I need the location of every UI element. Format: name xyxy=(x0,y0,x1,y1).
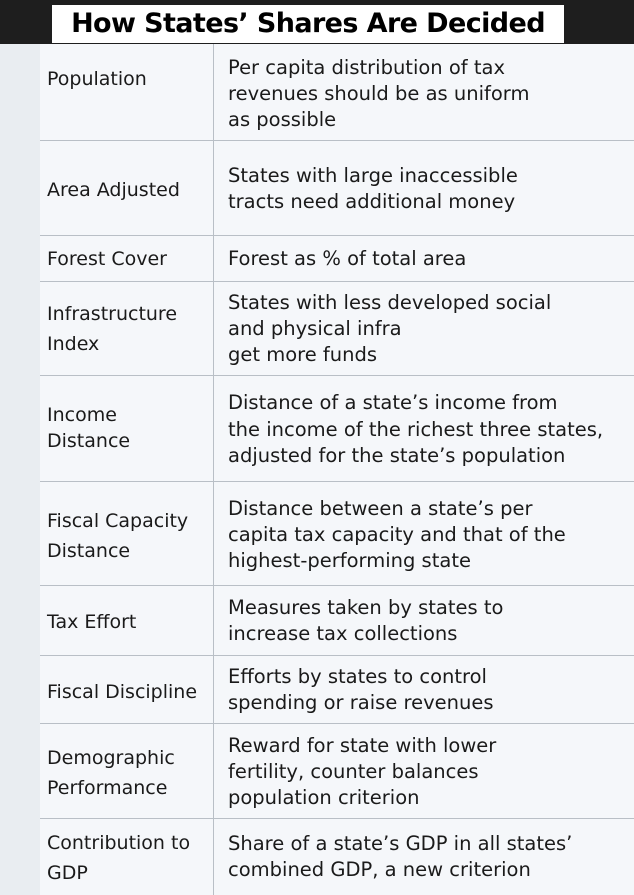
criterion-label: Infrastructure Index xyxy=(47,303,178,355)
criterion-label: Demographic Performance xyxy=(47,747,175,799)
criterion-label: Contribution to GDP xyxy=(47,832,191,884)
criterion-label: Population xyxy=(47,68,147,90)
page-title: How States’ Shares Are Decided xyxy=(52,5,564,43)
row-divider xyxy=(40,481,634,482)
row-divider xyxy=(40,140,634,141)
row-divider xyxy=(40,585,634,586)
criterion-label: Fiscal Capacity Distance xyxy=(47,510,189,562)
row-divider xyxy=(40,235,634,236)
row-divider xyxy=(40,655,634,656)
row-divider xyxy=(40,281,634,282)
criterion-description: Distance of a state’s income from the income of the richest three states, adjusted for the state’s population xyxy=(228,391,604,467)
criterion-description: States with less developed social and physical infra get more funds xyxy=(228,291,552,366)
row-divider xyxy=(40,375,634,376)
criterion-description: Per capita distribution of tax revenues should be as uniform as possible xyxy=(228,56,530,131)
criterion-description: Distance between a state’s per capita tax capacity and that of the highest-performing state xyxy=(228,497,566,572)
criterion-description: States with large inaccessible tracts need additional money xyxy=(228,164,518,213)
criterion-label: Fiscal Discipline xyxy=(47,681,198,703)
criterion-label: Income Distance xyxy=(47,404,131,452)
row-divider xyxy=(40,723,634,724)
criterion-description: Forest as % of total area xyxy=(228,247,467,270)
row-divider xyxy=(40,818,634,819)
criterion-label: Area Adjusted xyxy=(47,179,180,201)
criterion-label: Tax Effort xyxy=(47,611,137,633)
column-divider xyxy=(213,44,214,895)
criterion-description: Measures taken by states to increase tax collections xyxy=(228,596,504,645)
criterion-description: Share of a state’s GDP in all states’ combined GDP, a new criterion xyxy=(228,832,573,881)
criterion-description: Reward for state with lower fertility, counter balances population criterion xyxy=(228,734,497,809)
criterion-description: Efforts by states to control spending or raise revenues xyxy=(228,665,494,714)
criterion-label: Forest Cover xyxy=(47,248,167,270)
